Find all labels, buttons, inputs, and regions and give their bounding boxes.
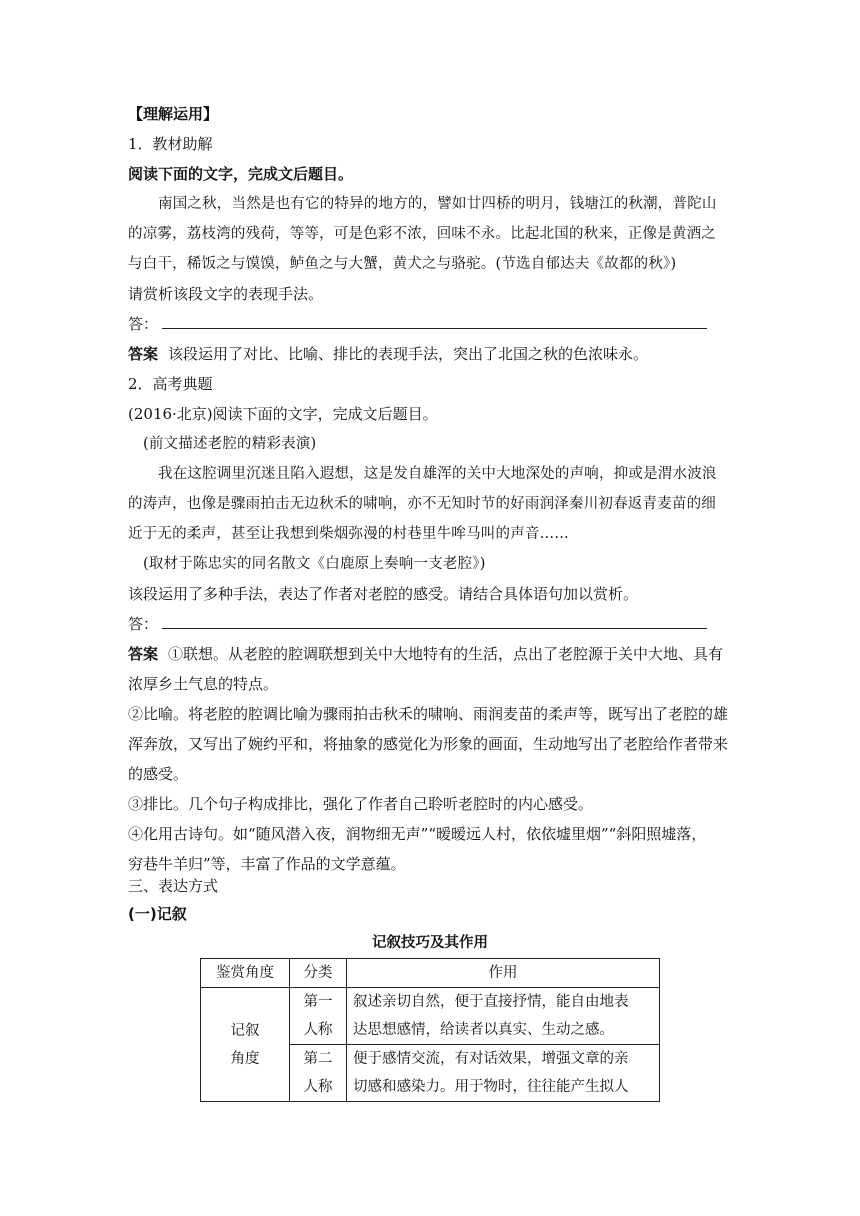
item2-prompt: (2016·北京)阅读下面的文字，完成文后题目。 [128, 405, 438, 423]
table-type-cell [290, 988, 347, 1045]
item1-passage-line: 与白干，稀饭之与馍馍，鲈鱼之与大蟹，黄犬之与骆驼。(节选自郁达夫《故都的秋》) [128, 256, 677, 272]
item2-answer-line: 的感受。 [128, 765, 189, 783]
section3-subheading: (一)记叙 [128, 905, 187, 923]
item1-heading: 1．教材助解 [128, 135, 213, 153]
narration-table [200, 958, 660, 1102]
item2-answer-line: 浓厚乡土气息的特点。 [128, 675, 279, 693]
effect-text: 便于感情交流，有对话效果，增强文章的亲 [353, 1051, 629, 1067]
item2-answer-blank [128, 614, 707, 634]
item1-passage-line: 南国之秋，当然是也有它的特异的地方的，譬如廿四桥的明月，钱塘江的秋潮，普陀山 [158, 196, 717, 212]
item2-heading: 2．高考典题 [128, 375, 213, 393]
table-header-cell: 作用 [347, 959, 660, 988]
item1-question: 请赏析该段文字的表现手法。 [128, 285, 324, 303]
item2-passage-line: 的涛声，也像是骤雨拍击无边秋禾的啸响，亦不无知时节的好雨润泽秦川初春返青麦苗的细 [128, 496, 716, 512]
answer-prefix: 答： [128, 615, 159, 633]
group-label: 记叙 [230, 1022, 260, 1039]
type-label: 第一 [303, 994, 333, 1010]
item1-prompt: 阅读下面的文字，完成文后题目。 [128, 165, 354, 183]
item1-answer-blank [128, 314, 707, 334]
table-effect-cell [347, 1045, 660, 1102]
item2-question: 该段运用了多种手法，表达了作者对老腔的感受。请结合具体语句加以赏析。 [128, 585, 639, 603]
item2-answer-line: 穷巷牛羊归”等，丰富了作品的文学意蕴。 [128, 855, 406, 873]
item2-answer-line: 浑奔放，又写出了婉约平和，将抽象的感觉化为形象的画面，生动地写出了老腔给作者带来 [128, 735, 729, 753]
item2-note: (前文描述老腔的精彩表演) [143, 436, 317, 452]
answer-underline [162, 314, 707, 329]
effect-text: 叙述亲切自然，便于直接抒情，能自由地表 [353, 994, 629, 1010]
answer-tag: 答案 [128, 345, 159, 363]
answer-text: 该段运用了对比、比喻、排比的表现手法，突出了北国之秋的色浓味永。 [168, 345, 649, 363]
effect-text: 切感和感染力。用于物时，往往能产生拟人 [353, 1079, 629, 1095]
item2-passage-line: 近于无的柔声，甚至让我想到柴烟弥漫的村巷里牛哞马叫的声音…… [128, 526, 569, 542]
section3-heading: 三、表达方式 [128, 877, 219, 895]
answer-tag: 答案 [128, 645, 159, 663]
item2-answer-line: ②比喻。将老腔的腔调比喻为骤雨拍击秋禾的啸响、雨润麦苗的柔声等，既写出了老腔的雄 [128, 705, 729, 723]
table-header-cell: 鉴赏角度 [201, 959, 290, 988]
item2-answer-line [128, 644, 723, 664]
item1-passage-line: 的凉雾，荔枝湾的残荷，等等，可是色彩不浓，回味不永。比起北国的秋来，正像是黄酒之 [128, 226, 716, 242]
group-label: 角度 [230, 1050, 260, 1067]
table-header-row [201, 959, 660, 988]
item2-answer-line: ④化用古诗句。如“随风潜入夜，润物细无声”“暧暧远人村，依依墟里烟”“斜阳照墟落， [128, 825, 707, 843]
section-header: 【理解运用】 [128, 105, 219, 123]
table-group-cell [201, 988, 290, 1102]
table-row [201, 988, 660, 1045]
effect-text: 达思想感情，给读者以真实、生动之感。 [353, 1022, 614, 1038]
table-effect-cell [347, 988, 660, 1045]
table-type-cell [290, 1045, 347, 1102]
item2-passage-line: 我在这腔调里沉迷且陷入遐想，这是发自雄浑的关中大地深处的声响，抑或是渭水波浪 [158, 466, 717, 482]
table-header-cell: 分类 [290, 959, 347, 988]
answer-underline [162, 614, 707, 629]
type-label: 第二 [303, 1051, 333, 1067]
item1-answer [128, 344, 648, 364]
answer-text: ①联想。从老腔的腔调联想到关中大地特有的生活，点出了老腔源于关中大地、具有 [168, 645, 724, 663]
item2-source: (取材于陈忠实的同名散文《白鹿原上奏响一支老腔》) [143, 556, 486, 572]
table-caption: 记叙技巧及其作用 [372, 935, 488, 951]
type-label: 人称 [303, 1079, 333, 1095]
type-label: 人称 [303, 1022, 333, 1038]
item2-answer-line: ③排比。几个句子构成排比，强化了作者自己聆听老腔时的内心感受。 [128, 795, 594, 813]
answer-prefix: 答： [128, 315, 159, 333]
